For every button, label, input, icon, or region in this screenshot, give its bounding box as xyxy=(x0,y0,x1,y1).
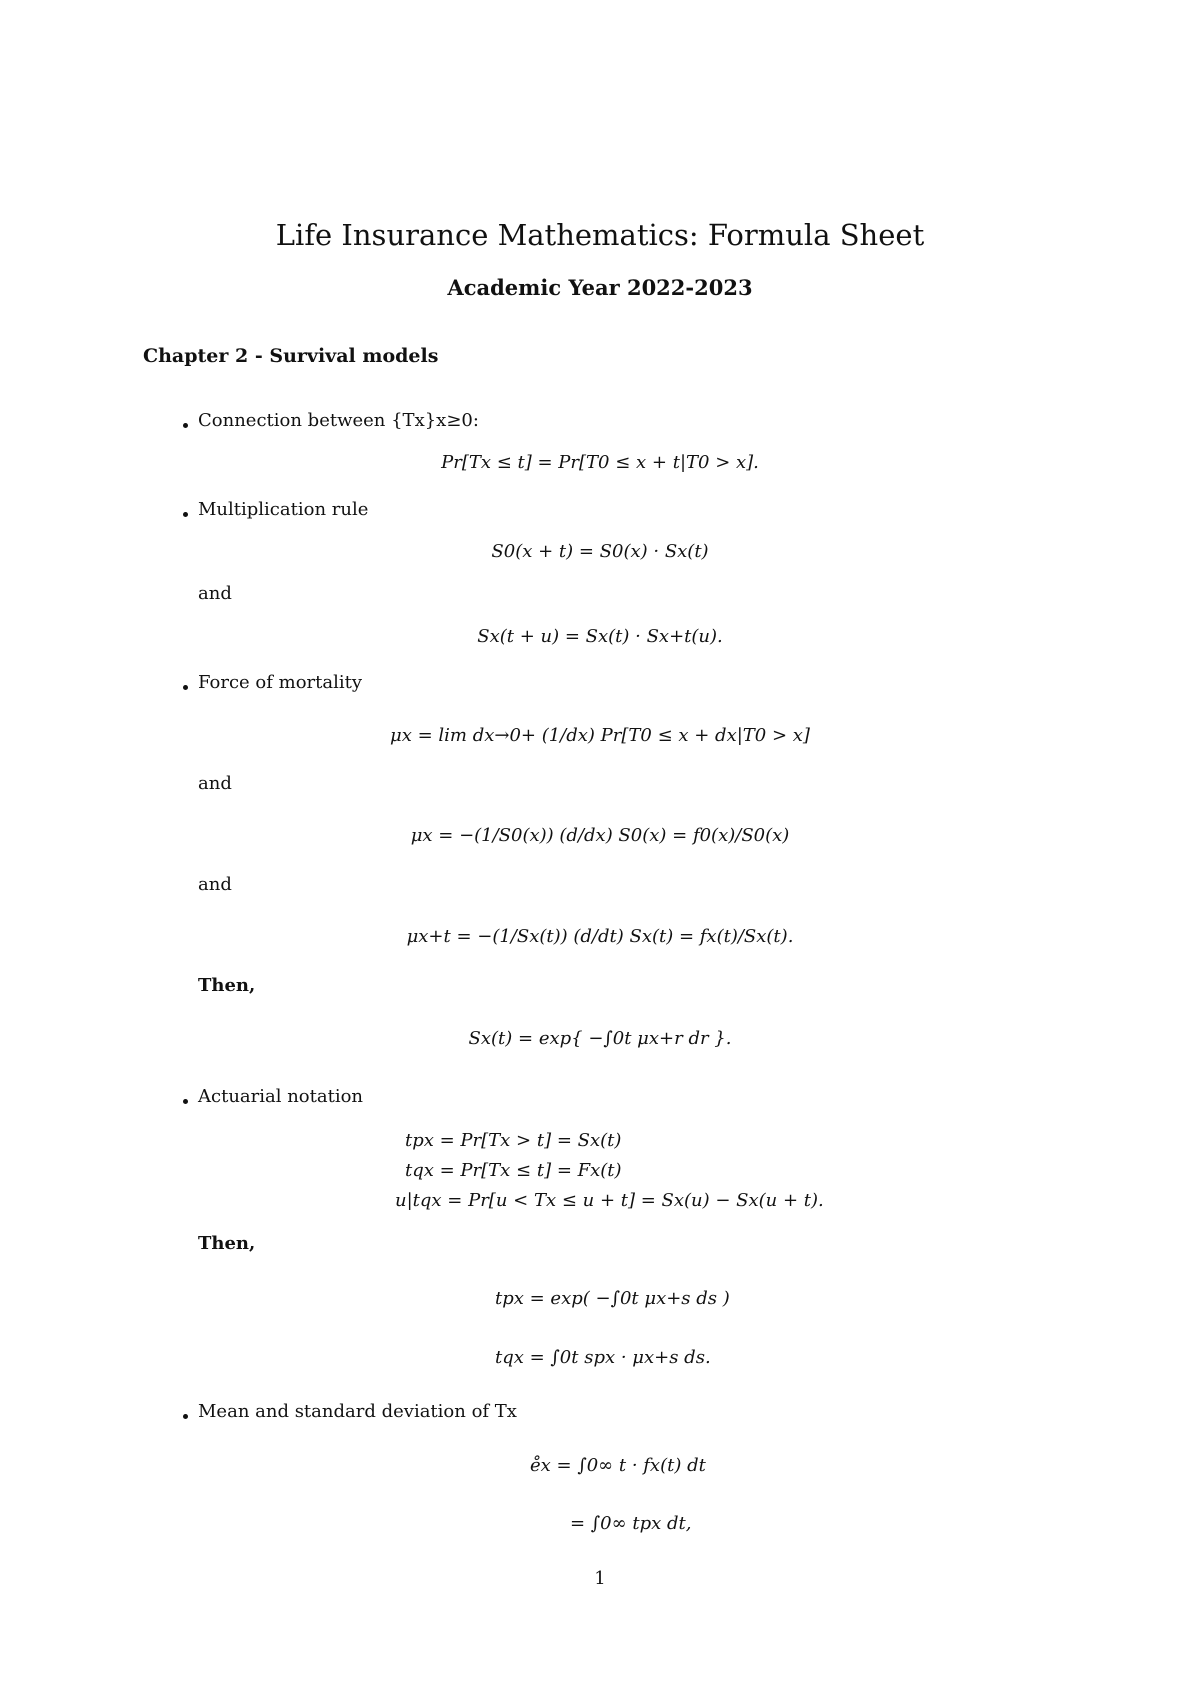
actuarial-label: Actuarial notation xyxy=(198,1086,364,1107)
force-formula-4: Sx(t) = exp{ −∫0t μx+r dr }. xyxy=(468,1028,732,1049)
actuarial-row-5: tqx = ∫0t spx · μx+s ds. xyxy=(495,1347,711,1368)
force-formula-3: μx+t = −(1/Sx(t)) (d/dt) Sx(t) = fx(t)/Sx(t). xyxy=(406,926,794,947)
force-formula-1: μx = lim dx→0+ (1/dx) Pr[T0 ≤ x + dx|T0 > x] xyxy=(390,725,810,746)
connector-text: and xyxy=(198,583,232,604)
actuarial-row-2: tqx = Pr[Tx ≤ t] = Fx(t) xyxy=(405,1160,622,1181)
connector-text: and xyxy=(198,773,232,794)
bullet-icon xyxy=(183,685,191,693)
document-subtitle: Academic Year 2022-2023 xyxy=(447,275,753,300)
connection-formula: Pr[Tx ≤ t] = Pr[T0 ≤ x + t|T0 > x]. xyxy=(441,452,759,473)
connector-text: and xyxy=(198,874,232,895)
page-number: 1 xyxy=(594,1568,606,1589)
bullet-icon xyxy=(183,1099,191,1107)
actuarial-row-1: tpx = Pr[Tx > t] = Sx(t) xyxy=(405,1130,622,1151)
then-text: Then, xyxy=(198,1233,256,1254)
bullet-icon xyxy=(183,423,191,431)
multiplication-formula-1: S0(x + t) = S0(x) · Sx(t) xyxy=(491,541,709,562)
actuarial-row-4: tpx = exp( −∫0t μx+s ds ) xyxy=(495,1288,730,1309)
force-label: Force of mortality xyxy=(198,672,363,693)
bullet-icon xyxy=(183,1414,191,1422)
bullet-icon xyxy=(183,512,191,520)
mean-row-1: e̊x = ∫0∞ t · fx(t) dt xyxy=(530,1455,706,1476)
chapter-heading: Chapter 2 - Survival models xyxy=(143,345,439,367)
mean-row-2: = ∫0∞ tpx dt, xyxy=(570,1513,692,1534)
connection-label: Connection between {Tx}x≥0: xyxy=(198,410,479,431)
mean-label: Mean and standard deviation of Tx xyxy=(198,1401,517,1422)
actuarial-row-3: u|tqx = Pr[u < Tx ≤ u + t] = Sx(u) − Sx(u + t). xyxy=(395,1190,824,1211)
then-text: Then, xyxy=(198,975,256,996)
multiplication-formula-2: Sx(t + u) = Sx(t) · Sx+t(u). xyxy=(477,626,723,647)
multiplication-label: Multiplication rule xyxy=(198,499,369,520)
document-title: Life Insurance Mathematics: Formula Sheet xyxy=(275,218,925,252)
force-formula-2: μx = −(1/S0(x)) (d/dx) S0(x) = f0(x)/S0(x) xyxy=(410,825,790,846)
